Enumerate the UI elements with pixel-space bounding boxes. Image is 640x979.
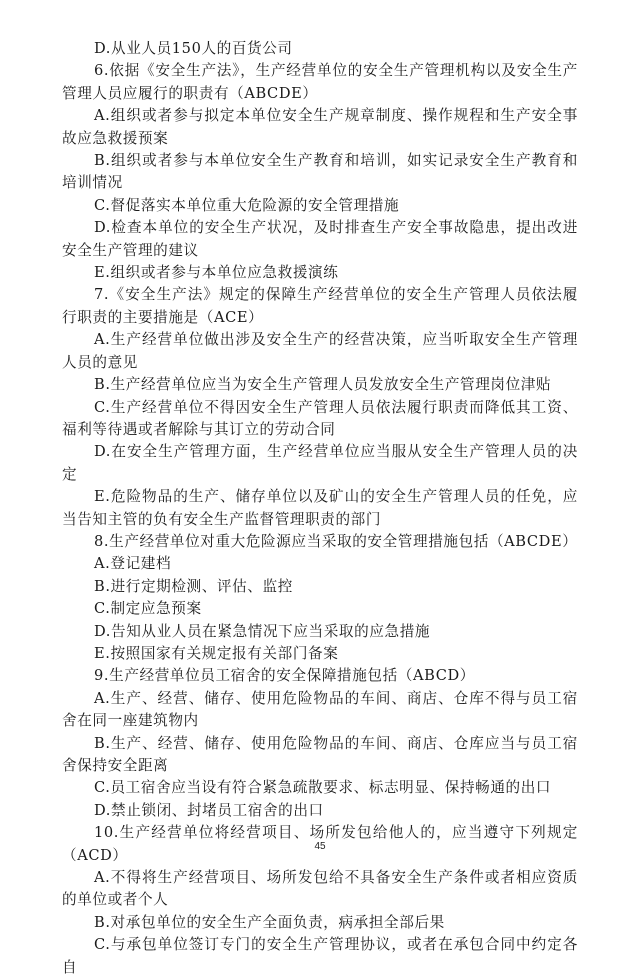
q6-option-c: C.督促落实本单位重大危险源的安全管理措施 (94, 196, 400, 214)
q6-option-a: A.组织或者参与拟定本单位安全生产规章制度、操作规程和生产安全事故应急救援预案 (62, 107, 578, 147)
question-10: 10.生产经营单位将经营项目、场所发包给他人的，应当遵守下列规定（ACD） (62, 824, 578, 864)
q7-option-b: B.生产经营单位应当为安全生产管理人员发放安全生产管理岗位津贴 (94, 376, 552, 394)
q7-option-c: C.生产经营单位不得因安全生产管理人员依法履行职责而降低其工资、福利等待遇或者解除与其订立的劳动合同 (62, 398, 578, 438)
q9-option-d: D.禁止锁闭、封堵员工宿舍的出口 (94, 801, 324, 819)
q6-option-e: E.组织或者参与本单位应急救援演练 (94, 264, 339, 282)
q8-option-b: B.进行定期检测、评估、监控 (94, 577, 293, 595)
q9-option-b: B.生产、经营、储存、使用危险物品的车间、商店、仓库应当与员工宿舍保持安全距离 (62, 734, 578, 774)
q7-option-a: A.生产经营单位做出涉及安全生产的经营决策，应当听取安全生产管理人员的意见 (62, 331, 578, 371)
q10-option-c: C.与承包单位签订专门的安全生产管理协议，或者在承包合同中约定各自 (62, 936, 578, 976)
question-9: 9.生产经营单位员工宿舍的安全保障措施包括（ABCD） (94, 667, 475, 685)
q8-option-c: C.制定应急预案 (94, 600, 202, 618)
option-d-department-store: D.从业人员150人的百货公司 (94, 40, 293, 57)
q6-option-d: D.检查本单位的安全生产状况，及时排查生产安全事故隐患，提出改进安全生产管理的建议 (62, 219, 578, 259)
q6-option-b: B.组织或者参与本单位安全生产教育和培训，如实记录安全生产教育和培训情况 (62, 152, 578, 192)
q8-option-e: E.按照国家有关规定报有关部门备案 (94, 644, 339, 662)
q9-option-c: C.员工宿舍应当设有符合紧急疏散要求、标志明显、保持畅通的出口 (94, 779, 552, 797)
question-8: 8.生产经营单位对重大危险源应当采取的安全管理措施包括（ABCDE） (94, 532, 578, 550)
page-number: 45 (314, 841, 326, 852)
q10-option-b: B.对承包单位的安全生产全面负责，病承担全部后果 (94, 913, 445, 931)
q7-option-e: E.危险物品的生产、储存单位以及矿山的安全生产管理人员的任免，应当告知主管的负有安全生产监督管理职责的部门 (62, 488, 578, 528)
q10-option-a: A.不得将生产经营项目、场所发包给不具备安全生产条件或者相应资质的单位或者个人 (62, 869, 578, 909)
question-6: 6.依据《安全生产法》，生产经营单位的安全生产管理机构以及安全生产管理人员应履行的职责有（ABCDE） (62, 62, 578, 102)
q9-option-a: A.生产、经营、储存、使用危险物品的车间、商店、仓库不得与员工宿舍在同一座建筑物内 (62, 689, 578, 730)
q7-option-d: D.在安全生产管理方面，生产经营单位应当服从安全生产管理人员的决定 (62, 443, 578, 483)
question-7: 7.《安全生产法》规定的保障生产经营单位的安全生产管理人员依法履行职责的主要措施是（ACE） (62, 286, 578, 326)
q8-option-d: D.告知从业人员在紧急情况下应当采取的应急措施 (94, 622, 431, 640)
page-body (62, 38, 578, 979)
q8-option-a: A.登记建档 (94, 555, 172, 573)
